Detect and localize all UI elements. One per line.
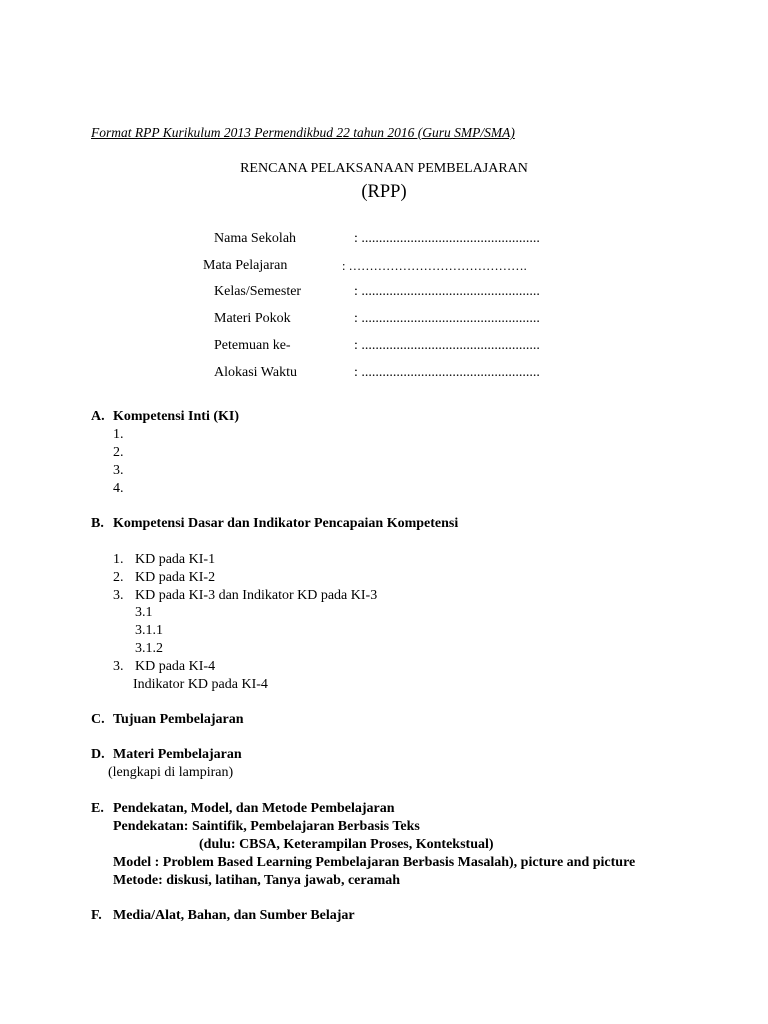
- list-text: KD pada KI-2: [135, 570, 216, 585]
- list-item: 3.: [113, 463, 124, 478]
- list-text: KD pada KI-3 dan Indikator KD pada KI-3: [135, 588, 378, 603]
- section-d-heading: [91, 746, 242, 764]
- field-label-mata-pelajaran: Mata Pelajaran: [203, 258, 288, 273]
- list-item: [113, 587, 377, 605]
- section-d-title: Materi Pembelajaran: [113, 747, 242, 762]
- sub-item: 3.1.1: [135, 623, 163, 638]
- list-item: 4.: [113, 481, 124, 496]
- list-text: KD pada KI-1: [135, 552, 216, 567]
- field-value-pertemuan: : ...................................................: [354, 338, 540, 353]
- format-note: Format RPP Kurikulum 2013 Permendikbud 22 tahun 2016 (Guru SMP/SMA): [91, 125, 515, 140]
- field-label-alokasi-waktu: Alokasi Waktu: [214, 365, 297, 380]
- section-e-title: Pendekatan, Model, dan Metode Pembelajaran: [113, 801, 395, 816]
- list-item: 2.: [113, 445, 124, 460]
- list-item: [113, 658, 215, 676]
- section-e-model: Model : Problem Based Learning Pembelajaran Berbasis Masalah), picture and picture: [113, 855, 636, 870]
- section-e-heading: [91, 800, 395, 818]
- section-c-letter: C.: [91, 712, 105, 727]
- section-c-heading: [91, 711, 244, 729]
- field-value-kelas-semester: : ...................................................: [354, 284, 540, 299]
- list-text: KD pada KI-4: [135, 659, 216, 674]
- list-item: [113, 551, 215, 569]
- list-item: [113, 569, 215, 587]
- list-number: 3.: [113, 588, 124, 603]
- section-b-heading: [91, 515, 458, 533]
- field-label-materi-pokok: Materi Pokok: [214, 311, 291, 326]
- section-e-metode: Metode: diskusi, latihan, Tanya jawab, ceramah: [113, 873, 401, 888]
- section-d-note: (lengkapi di lampiran): [108, 765, 234, 780]
- section-f-heading: [91, 907, 355, 925]
- section-d-letter: D.: [91, 747, 105, 762]
- section-a-heading: [91, 408, 239, 426]
- section-e-dulu: (dulu: CBSA, Keterampilan Proses, Kontekstual): [199, 837, 494, 852]
- section-a-title: Kompetensi Inti (KI): [113, 409, 239, 424]
- list-number: 2.: [113, 570, 124, 585]
- field-value-materi-pokok: : ...................................................: [354, 311, 540, 326]
- sub-item: 3.1: [135, 605, 153, 620]
- section-f-letter: F.: [91, 908, 102, 923]
- list-number: 1.: [113, 552, 124, 567]
- list-item: 1.: [113, 427, 124, 442]
- field-value-alokasi-waktu: : ...................................................: [354, 365, 540, 380]
- document-title: RENCANA PELAKSANAAN PEMBELAJARAN: [240, 161, 528, 176]
- section-e-pendekatan: Pendekatan: Saintifik, Pembelajaran Berbasis Teks: [113, 819, 420, 834]
- field-label-kelas-semester: Kelas/Semester: [214, 284, 302, 299]
- section-c-title: Tujuan Pembelajaran: [113, 712, 244, 727]
- field-value-nama-sekolah: : ...................................................: [354, 231, 540, 246]
- section-f-title: Media/Alat, Bahan, dan Sumber Belajar: [113, 908, 355, 923]
- section-e-letter: E.: [91, 801, 104, 816]
- section-b-title: Kompetensi Dasar dan Indikator Pencapaian Kompetensi: [113, 516, 459, 531]
- field-label-pertemuan: Petemuan ke-: [214, 338, 291, 353]
- field-value-mata-pelajaran: : …………………………………….: [342, 259, 527, 273]
- sub-item: 3.1.2: [135, 641, 163, 656]
- document-subtitle: (RPP): [361, 182, 407, 202]
- sub-item: Indikator KD pada KI-4: [133, 677, 268, 692]
- section-b-letter: B.: [91, 516, 104, 531]
- field-label-nama-sekolah: Nama Sekolah: [214, 231, 297, 246]
- section-a-letter: A.: [91, 409, 105, 424]
- list-number: 3.: [113, 659, 124, 674]
